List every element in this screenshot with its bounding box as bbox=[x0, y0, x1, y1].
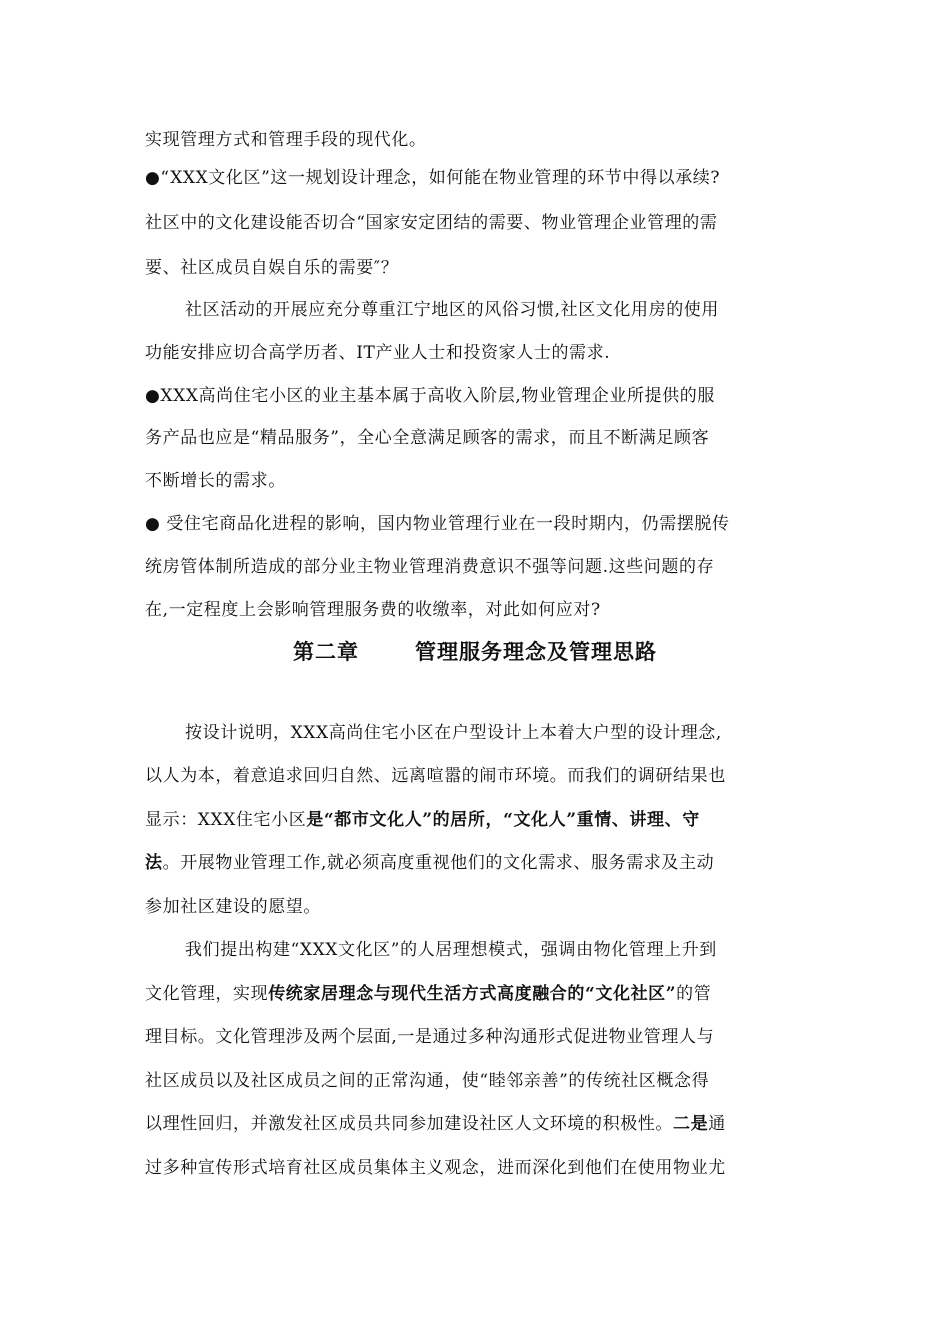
text-run: 通 bbox=[708, 1114, 726, 1134]
text-run: 文化管理，实现 bbox=[145, 984, 269, 1004]
text-line bbox=[145, 1112, 810, 1136]
text-line: 理目标。文化管理涉及两个层面,一是通过多种沟通形式促进物业管理人与 bbox=[145, 1027, 715, 1047]
bullet-line: ●“XXX文化区”这一规划设计理念，如何能在物业管理的环节中得以承续? bbox=[145, 168, 721, 188]
text-line bbox=[145, 982, 810, 1006]
text-run: 。开展物业管理工作,就必须高度重视他们的文化需求、服务需求及主动 bbox=[162, 853, 715, 873]
text-line bbox=[145, 851, 810, 875]
text-line: 按设计说明，XXX高尚住宅小区在户型设计上本着大户型的设计理念, bbox=[185, 723, 722, 743]
bold-text-run: 二是 bbox=[673, 1114, 709, 1134]
text-line: 社区成员以及社区成员之间的正常沟通，使“睦邻亲善”的传统社区概念得 bbox=[145, 1071, 710, 1091]
text-line: 社区活动的开展应充分尊重江宁地区的风俗习惯,社区文化用房的使用 bbox=[185, 300, 720, 320]
text-run: 以理性回归，并激发社区成员共同参加建设社区人文环境的积极性。 bbox=[145, 1114, 673, 1134]
text-line: 过多种宣传形式培育社区成员集体主义观念，进而深化到他们在使用物业尤 bbox=[145, 1158, 726, 1178]
text-line: 在,一定程度上会影响管理服务费的收缴率，对此如何应对? bbox=[145, 600, 601, 620]
text-line bbox=[145, 808, 810, 832]
text-line: 我们提出构建“XXX文化区”的人居理想模式，强调由物化管理上升到 bbox=[185, 940, 717, 960]
chapter-number: 第二章 bbox=[293, 639, 359, 664]
chapter-title: 管理服务理念及管理思路 bbox=[415, 639, 657, 664]
text-line: 要、社区成员自娱自乐的需要″？ bbox=[145, 258, 399, 278]
bold-text-run: 是“都市文化人”的居所，“文化人”重情、讲理、守 bbox=[306, 810, 700, 830]
bold-text-run: 法 bbox=[145, 853, 163, 873]
text-line: 统房管体制所造成的部分业主物业管理消费意识不强等问题.这些问题的存 bbox=[145, 557, 715, 577]
text-line: 社区中的文化建设能否切合“国家安定团结的需要、物业管理企业管理的需 bbox=[145, 213, 718, 233]
text-line: 不断增长的需求。 bbox=[145, 471, 286, 491]
chapter-heading bbox=[0, 638, 950, 666]
text-line: 务产品也应是“精品服务”，全心全意满足顾客的需求，而且不断满足顾客 bbox=[145, 428, 710, 448]
text-line: 功能安排应切合高学历者、IT产业人士和投资家人士的需求. bbox=[145, 343, 611, 363]
text-line: 实现管理方式和管理手段的现代化。 bbox=[145, 130, 427, 150]
text-line: 参加社区建设的愿望。 bbox=[145, 897, 321, 917]
text-run: 显示：XXX住宅小区 bbox=[145, 810, 307, 830]
text-run: 的管 bbox=[676, 984, 712, 1004]
bullet-line: ●XXX高尚住宅小区的业主基本属于高收入阶层,物业管理企业所提供的服 bbox=[145, 386, 715, 406]
bullet-line: ● 受住宅商品化进程的影响，国内物业管理行业在一段时期内，仍需摆脱传 bbox=[145, 514, 730, 534]
text-line: 以人为本，着意追求回归自然、远离喧嚣的闹市环境。而我们的调研结果也 bbox=[145, 766, 726, 786]
bold-text-run: 传统家居理念与现代生活方式高度融合的“文化社区” bbox=[268, 984, 677, 1004]
